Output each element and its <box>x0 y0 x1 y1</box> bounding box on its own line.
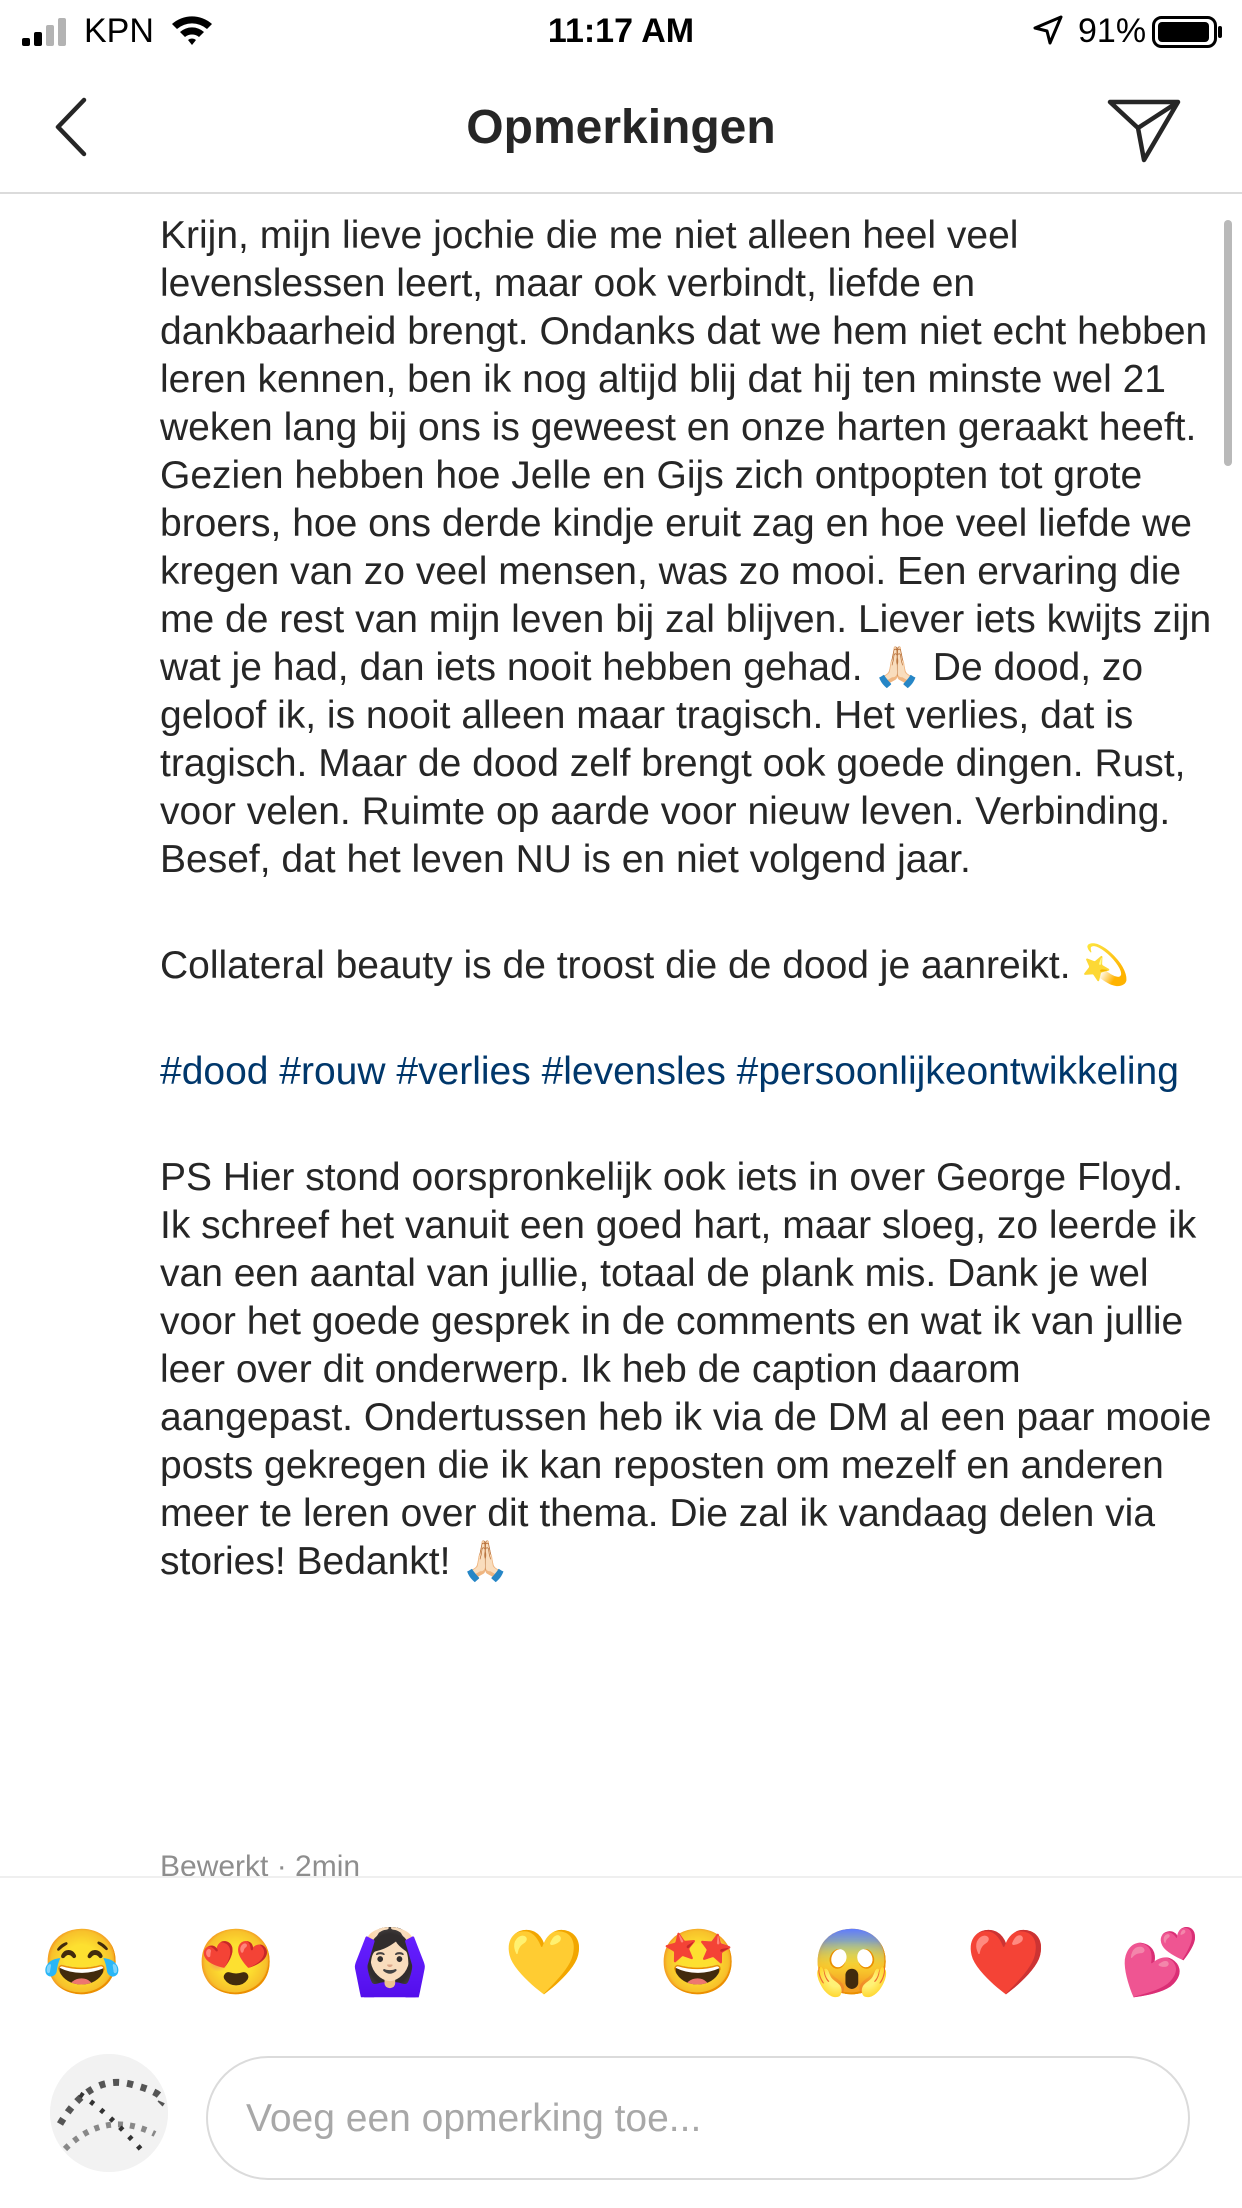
status-bar <box>0 0 1242 62</box>
comment-paragraph: Krijn, mijn lieve jochie die me niet alleen heel veel levenslessen leert, maar ook verbindt, liefde en dankbaarheid brengt. Ondanks dat we hem niet echt hebben leren kennen, ben ik nog altijd blij dat hij ten minste wel 21 weken lang bij ons is geweest en onze harten geraakt heeft. Gezien hebben hoe Jelle en Gijs zich ontpopten tot grote broers, hoe ons derde kindje eruit zag en hoe veel liefde we kregen van zo veel mensen, was zo mooi. Een ervaring die me de rest van mijn leven bij zal blijven. Liever iets kwijts zijn wat je had, dan iets nooit hebben gehad. 🙏🏻 De dood, zo geloof ik, is nooit alleen maar tragisch. Het verlies, dat is tragisch. Maar de dood zelf brengt ook goede dingen. Rust, voor velen. Ruimte op aarde voor nieuw leven. Verbinding. Besef, dat het leven NU is en niet volgend jaar. <box>160 214 1212 881</box>
caption-comment <box>160 212 1212 1586</box>
comment-paragraph: PS Hier stond oorspronkelijk ook iets in over George Floyd. Ik schreef het vanuit een goed hart, maar sloeg, zo leerde ik van een aantal van jullie, totaal de plank mis. Dank je wel voor het goede gesprek in de comments en wat ik van jullie leer over dit onderwerp. Ik heb de caption daarom aangepast. Ondertussen heb ik via de DM al een paar mooie posts gekregen die ik kan reposten om mezelf en anderen meer te leren over dit thema. Die zal ik vandaag delen via stories! Bedankt! 🙏🏻 <box>160 1156 1212 1583</box>
navigation-bar <box>0 62 1242 194</box>
emoji-two-hearts-button[interactable]: 💕 <box>1120 1926 1200 1998</box>
emoji-tears-of-joy-button[interactable]: 😂 <box>42 1926 122 1998</box>
avatar <box>50 2054 168 2172</box>
emoji-yellow-heart-button[interactable]: 💛 <box>504 1926 584 1998</box>
scrollbar[interactable] <box>1224 220 1232 466</box>
comments-list[interactable] <box>0 194 1242 1876</box>
battery-percentage: 91% <box>1078 12 1147 50</box>
emoji-ok-gesture-button[interactable]: 🙆🏻‍♀️ <box>350 1926 430 1998</box>
emoji-heart-eyes-button[interactable]: 😍 <box>196 1926 276 1998</box>
comment-paragraph: Collateral beauty is de troost die de dood je aanreikt. 💫 <box>160 944 1130 987</box>
send-direct-icon[interactable] <box>1104 90 1184 170</box>
battery-icon <box>1152 16 1224 48</box>
avatar-image <box>50 2054 168 2172</box>
emoji-red-heart-button[interactable]: ❤️ <box>966 1926 1046 1998</box>
clock: 11:17 AM <box>547 12 695 50</box>
comment-input-wrapper[interactable] <box>206 2056 1190 2180</box>
emoji-bar <box>0 1876 1242 2038</box>
emoji-screaming-button[interactable]: 😱 <box>812 1926 892 1998</box>
comment-meta: Bewerkt · 2min <box>160 1850 361 1876</box>
carrier-name: KPN <box>84 12 154 50</box>
comment-composer <box>0 2036 1242 2208</box>
hashtag-links[interactable]: #dood #rouw #verlies #levensles #persoonlijkeontwikkeling <box>160 1050 1179 1093</box>
location-icon <box>1032 14 1064 46</box>
page-title: Opmerkingen <box>466 101 776 154</box>
emoji-star-struck-button[interactable]: 🤩 <box>658 1926 738 1998</box>
comment-input[interactable] <box>244 2058 1148 2180</box>
